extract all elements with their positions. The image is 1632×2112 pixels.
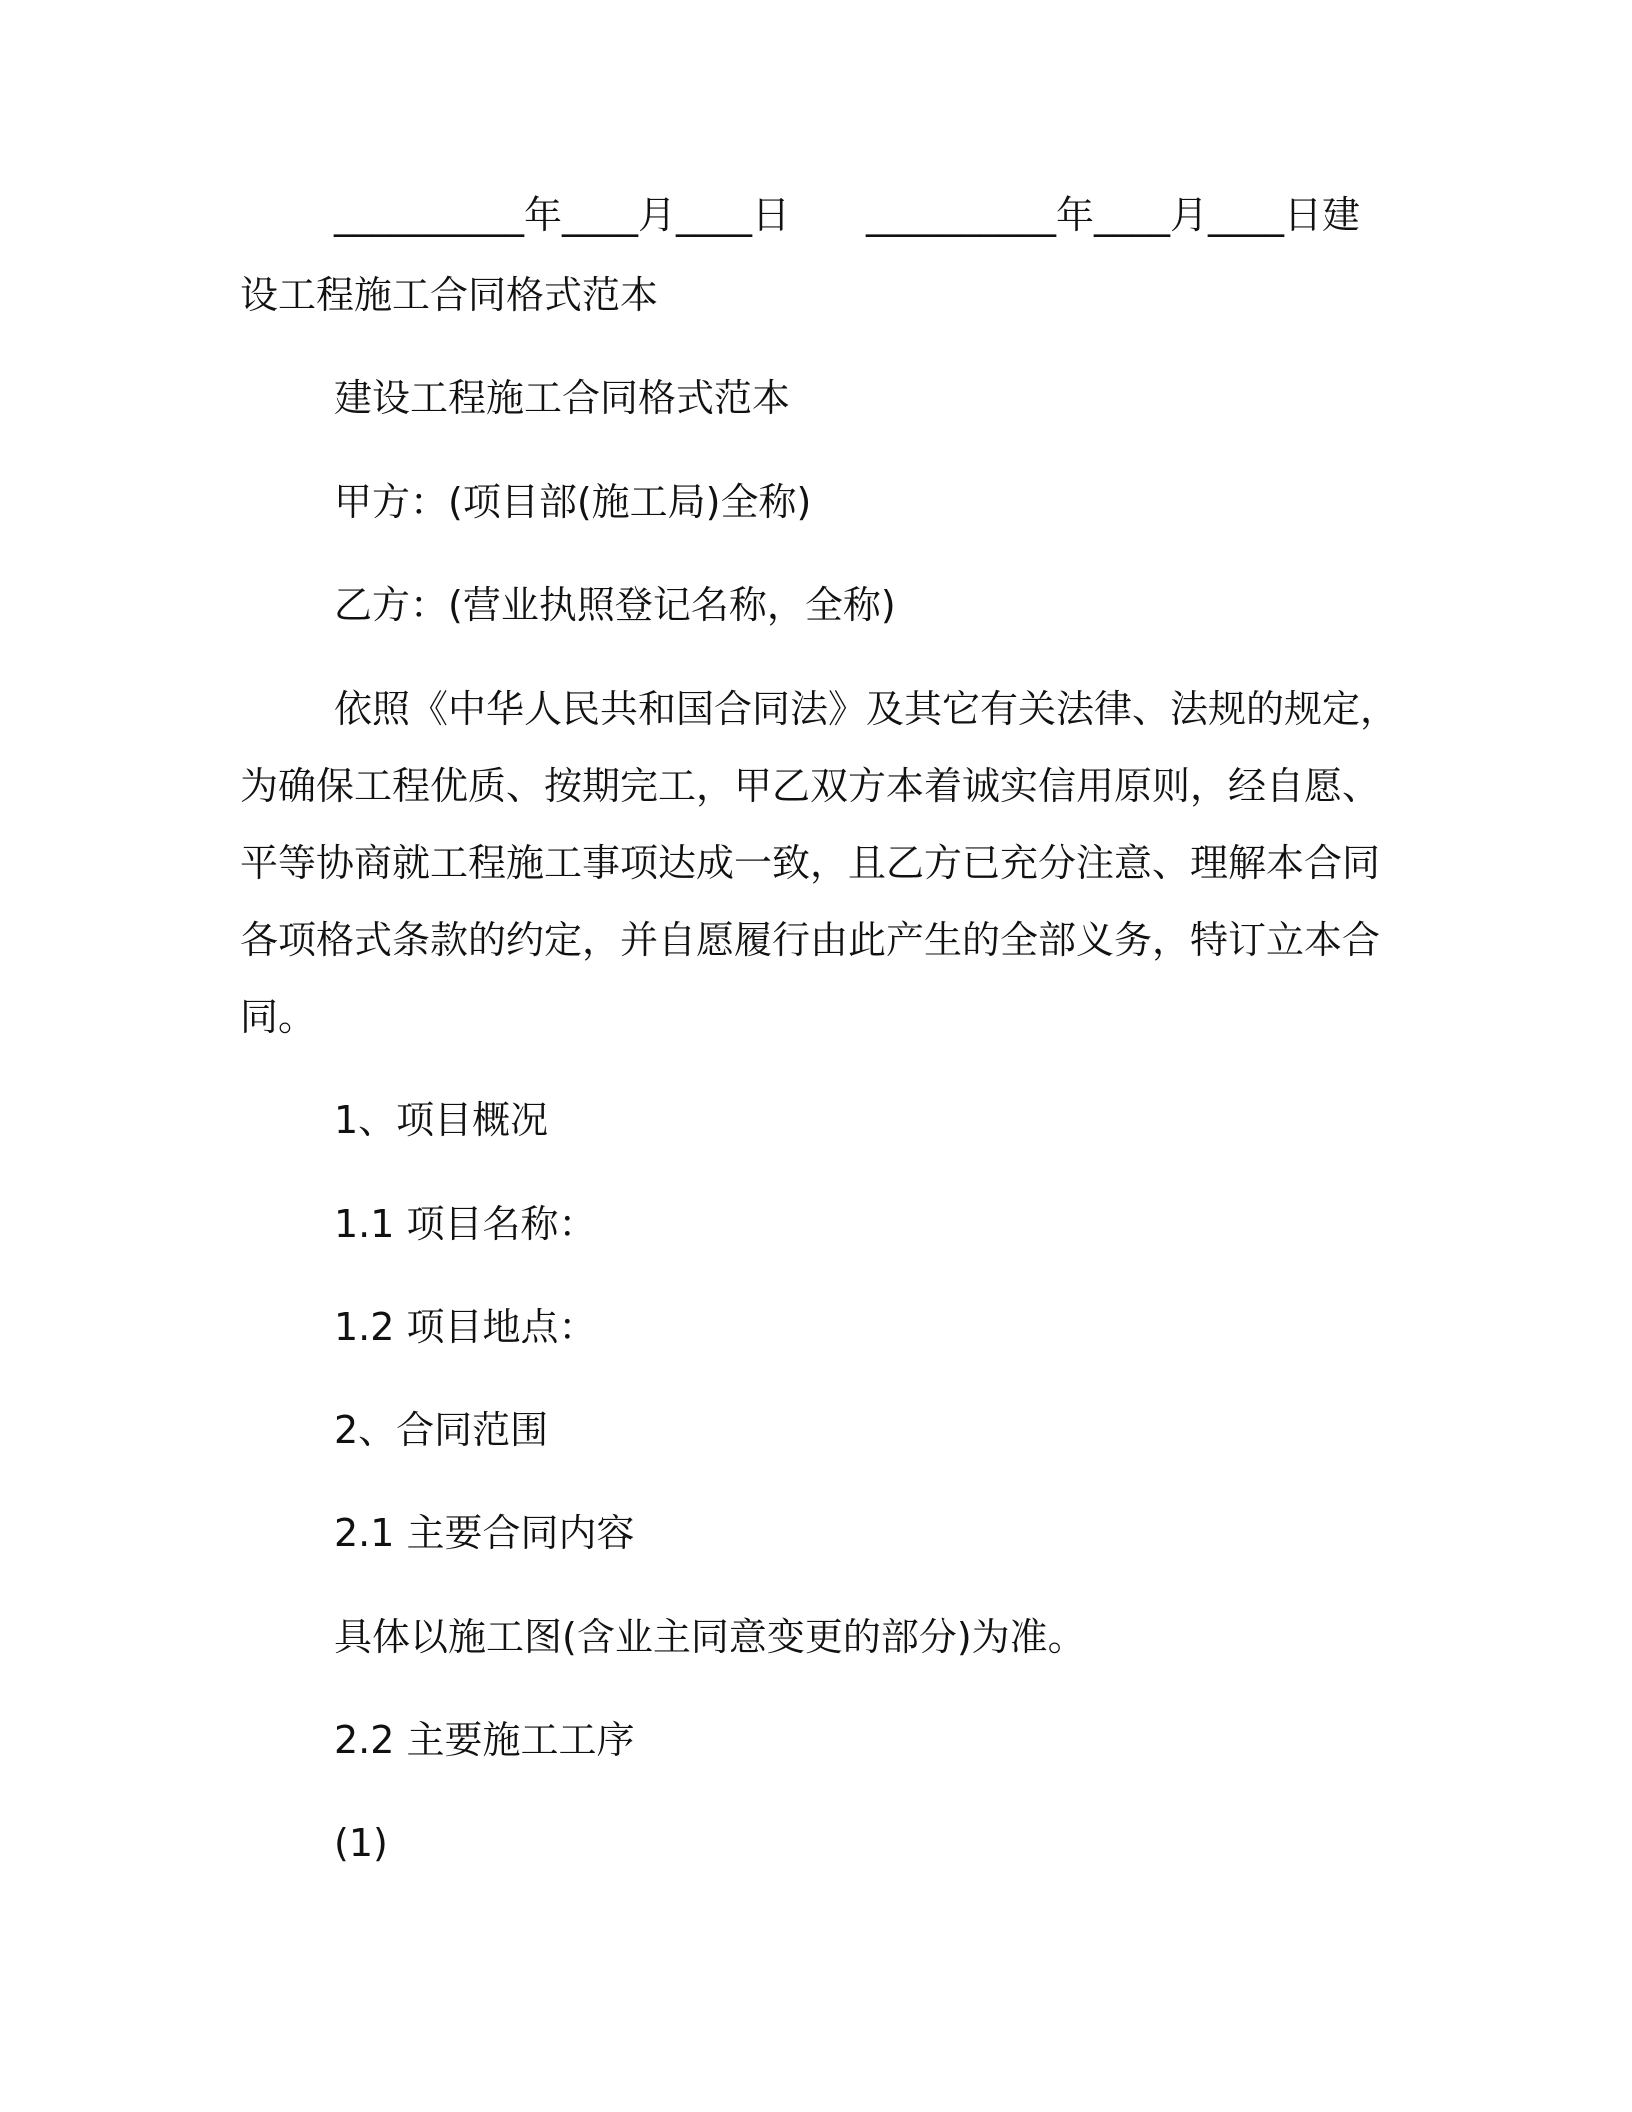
- preamble-line: 为确保工程优质、按期完工，甲乙双方本着诚实信用原则，经自愿、: [240, 764, 1381, 808]
- preamble-line: 平等协商就工程施工事项达成一致，且乙方已充分注意、理解本合同: [240, 841, 1381, 885]
- title-continuation: 设工程施工合同格式范本: [240, 273, 659, 317]
- document-heading: 建设工程施工合同格式范本: [334, 376, 791, 420]
- item-2-2-1: (1): [334, 1821, 388, 1865]
- item-2-2: 2.2 主要施工工序: [334, 1718, 635, 1762]
- section-1-heading: 1、项目概况: [334, 1098, 549, 1142]
- item-2-1-text: 具体以施工图(含业主同意变更的部分)为准。: [334, 1615, 1086, 1659]
- item-1-1: 1.1 项目名称：: [334, 1202, 597, 1246]
- section-2-heading: 2、合同范围: [334, 1408, 549, 1452]
- preamble-line: 同。: [240, 995, 317, 1039]
- preamble-line: 依照《中华人民共和国合同法》及其它有关法律、法规的规定，: [334, 687, 1399, 731]
- party-a-line: 甲方：(项目部(施工局)全称): [334, 480, 812, 524]
- party-b-line: 乙方：(营业执照登记名称，全称): [334, 583, 896, 627]
- preamble-line: 各项格式条款的约定，并自愿履行由此产生的全部义务，特订立本合: [240, 918, 1381, 962]
- item-2-1: 2.1 主要合同内容: [334, 1511, 635, 1555]
- signature-date-line: __________年____月____日 __________年____月____日建: [334, 193, 1361, 237]
- item-1-2: 1.2 项目地点：: [334, 1305, 597, 1349]
